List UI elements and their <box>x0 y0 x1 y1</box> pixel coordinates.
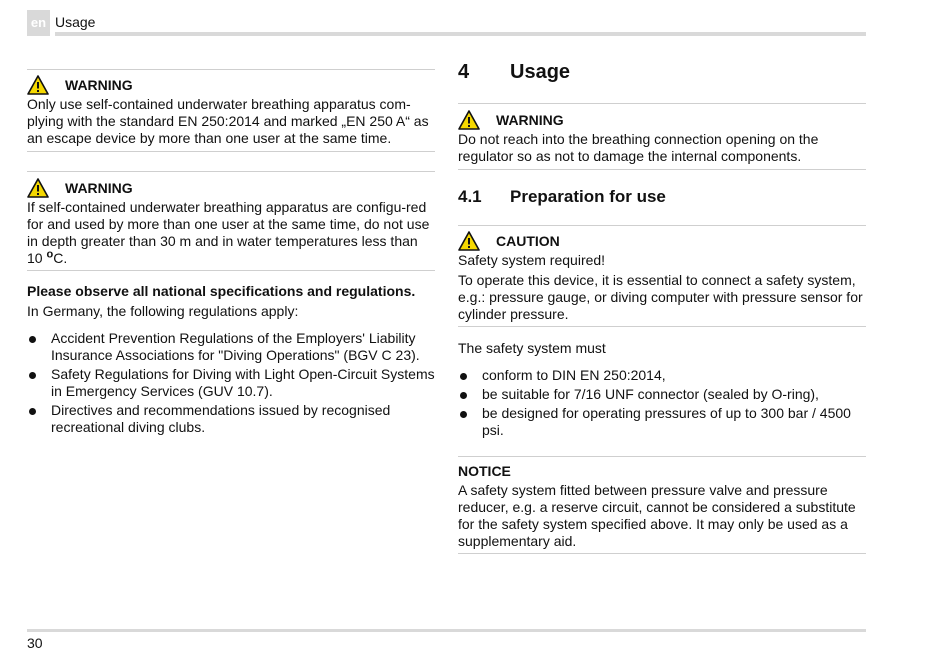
caution-signal <box>458 230 866 252</box>
header-rule <box>55 32 866 36</box>
subsection-title: Preparation for use <box>510 187 666 206</box>
warning-signal <box>27 74 435 96</box>
list-item: Safety Regulations for Diving with Light Open-Circuit Systems in Emergency Services (GUV 10.7). <box>27 366 435 400</box>
notice-block <box>458 461 866 550</box>
regulations-block <box>27 283 435 436</box>
notice-text: A safety system fitted between pressure valve and pressure reducer, e.g. a reserve circuit, cannot be considered a substitute for the safety system specified above. It may only be used as a supplementary aid. <box>458 482 856 549</box>
warning-text-part: C. <box>53 250 68 266</box>
warning-signal <box>27 177 435 199</box>
warning-signal <box>458 109 866 131</box>
language-tab: en <box>27 10 50 36</box>
divider <box>458 326 866 327</box>
safety-intro: The safety system must <box>458 340 606 356</box>
warning-label: WARNING <box>65 179 133 196</box>
list-item: Accident Prevention Regulations of the Employers' Liability Insurance Associations for "Diving Operations" (BGV C 23). <box>27 330 435 364</box>
regulations-intro: In Germany, the following regulations apply: <box>27 303 299 319</box>
warning-text: Only use self-contained underwater breathing apparatus com-plying with the standard EN 250:2014 and marked „EN 250 A“ as an escape device by more than one user at the same time. <box>27 96 429 146</box>
divider <box>27 270 435 271</box>
list-item: conform to DIN EN 250:2014, <box>458 367 866 384</box>
warning-text <box>27 199 435 267</box>
list-item: Directives and recommendations issued by recognised recreational diving clubs. <box>27 402 435 436</box>
warning-label: WARNING <box>65 76 133 93</box>
safety-list <box>458 367 866 439</box>
regulations-list <box>27 330 435 436</box>
divider <box>458 456 866 457</box>
divider <box>27 69 435 70</box>
subsection-number: 4.1 <box>458 187 482 206</box>
page-number: 30 <box>27 635 43 651</box>
caution-text: To operate this device, it is essential to connect a safety system, e.g.: pressure gauge, or diving computer with pressure sensor for cylinder pressure. <box>458 272 863 322</box>
section-title: Usage <box>510 61 571 83</box>
warning-text-part: If self-contained underwater breathing apparatus are configu-red for and used by more than one user at the same time, do not use in depth greater than 30 m and in water temperatures less than 10 <box>27 199 430 266</box>
page-header <box>27 10 866 40</box>
safety-system-block <box>458 340 866 439</box>
divider <box>27 151 435 152</box>
warning-block-2 <box>27 177 435 267</box>
warning-triangle-icon <box>458 110 480 130</box>
divider <box>458 553 866 554</box>
caution-line: Safety system required! <box>458 252 606 268</box>
warning-block-1 <box>27 74 435 147</box>
header-title: Usage <box>55 14 96 30</box>
degree-sup: o <box>46 248 54 261</box>
divider <box>27 171 435 172</box>
list-item: be suitable for 7/16 UNF connector (sealed by O-ring), <box>458 386 866 403</box>
caution-label: CAUTION <box>496 232 560 249</box>
warning-triangle-icon <box>458 231 480 251</box>
divider <box>458 169 866 170</box>
divider <box>458 103 866 104</box>
footer-rule <box>27 629 866 632</box>
warning-block-3 <box>458 109 866 165</box>
warning-triangle-icon <box>27 178 49 198</box>
warning-label: WARNING <box>496 111 564 128</box>
caution-block <box>458 230 866 323</box>
divider <box>458 225 866 226</box>
warning-text: Do not reach into the breathing connection opening on the regulator so as not to damage the internal components. <box>458 131 819 164</box>
list-item: be designed for operating pressures of up to 300 bar / 4500 psi. <box>458 405 866 439</box>
warning-triangle-icon <box>27 75 49 95</box>
notice-label: NOTICE <box>458 463 511 479</box>
regulations-heading: Please observe all national specifications and regulations. <box>27 283 416 299</box>
section-number: 4 <box>458 61 470 83</box>
